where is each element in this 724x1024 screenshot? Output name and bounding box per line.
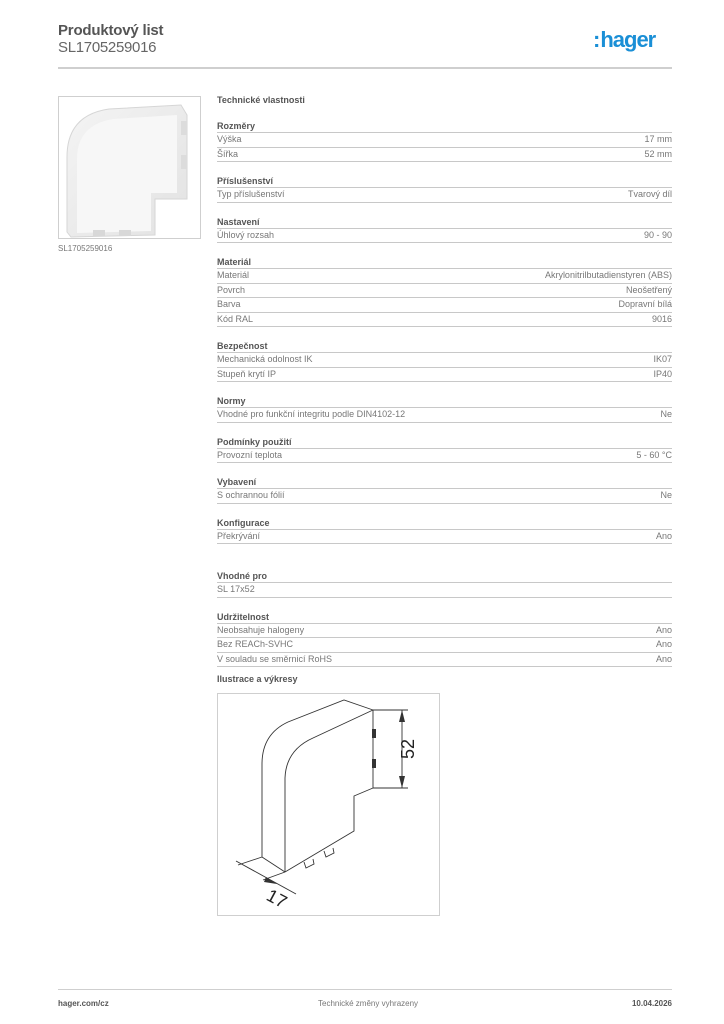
spec-row: Překrývání Ano (217, 530, 672, 545)
technical-specs (217, 94, 672, 680)
product-image (58, 96, 201, 239)
svg-text:52: 52 (398, 738, 418, 760)
group-title: Vhodné pro (217, 570, 672, 583)
spec-row: SL 17x52 (217, 583, 672, 598)
svg-text:17: 17 (263, 885, 291, 913)
spec-row: Provozní teplota 5 - 60 °C (217, 449, 672, 464)
footer-notice: Technické změny vyhrazeny (318, 999, 419, 1008)
group-title: Materiál (217, 256, 672, 269)
spec-group-dimensions (217, 120, 672, 162)
technical-drawing (217, 693, 440, 916)
hager-logo: :hager (593, 27, 656, 52)
spec-group-conditions (217, 436, 672, 464)
group-title: Nastavení (217, 216, 672, 229)
technical-drawing-icon (218, 694, 439, 915)
footer-date: 10.04.2026 (631, 999, 672, 1008)
spec-row: Typ příslušenství Tvarový díl (217, 188, 672, 203)
footer-website-link[interactable]: hager.com/cz (58, 999, 109, 1008)
spec-row: Materiál Akrylonitrilbutadienstyren (ABS) (217, 269, 672, 284)
spec-group-standards (217, 395, 672, 423)
footer-divider (58, 989, 672, 990)
spec-row: Šířka 52 mm (217, 148, 672, 163)
spec-group-equipment (217, 476, 672, 504)
spec-row: Mechanická odolnost IK IK07 (217, 353, 672, 368)
spec-row: Neobsahuje halogeny Ano (217, 624, 672, 639)
group-title: Vybavení (217, 476, 672, 489)
spec-group-configuration (217, 517, 672, 545)
spec-row: Výška 17 mm (217, 133, 672, 148)
spec-row: Úhlový rozsah 90 - 90 (217, 229, 672, 244)
spec-group-safety (217, 340, 672, 382)
specs-title: Technické vlastnosti (217, 95, 305, 105)
group-title: Podmínky použití (217, 436, 672, 449)
spec-group-sustainability (217, 611, 672, 668)
spec-row: Stupeň krytí IP IP40 (217, 368, 672, 383)
spec-row: Barva Dopravní bílá (217, 298, 672, 313)
spec-row: S ochrannou fólií Ne (217, 489, 672, 504)
spec-row: V souladu se směrnicí RoHS Ano (217, 653, 672, 668)
spec-row: Povrch Neošetřený (217, 284, 672, 299)
group-title: Bezpečnost (217, 340, 672, 353)
spec-row: Kód RAL 9016 (217, 313, 672, 328)
group-title: Konfigurace (217, 517, 672, 530)
spec-row: Bez REACh-SVHC Ano (217, 638, 672, 653)
header-divider (58, 67, 672, 69)
page-title: Produktový list (58, 22, 164, 39)
spec-group-material (217, 256, 672, 327)
spec-group-settings (217, 216, 672, 244)
spec-group-suitable-for (217, 570, 672, 598)
illustrations-title: Ilustrace a výkresy (217, 674, 298, 684)
spec-group-accessories (217, 175, 672, 203)
product-code: SL1705259016 (58, 39, 157, 56)
spec-row: Vhodné pro funkční integritu podle DIN4102-12 Ne (217, 408, 672, 423)
product-image-caption: SL1705259016 (58, 244, 113, 253)
logo-colon-icon: : (593, 27, 600, 52)
group-title: Příslušenství (217, 175, 672, 188)
group-title: Rozměry (217, 120, 672, 133)
group-title: Normy (217, 395, 672, 408)
group-title: Udržitelnost (217, 611, 672, 624)
product-photo-icon (59, 97, 200, 238)
